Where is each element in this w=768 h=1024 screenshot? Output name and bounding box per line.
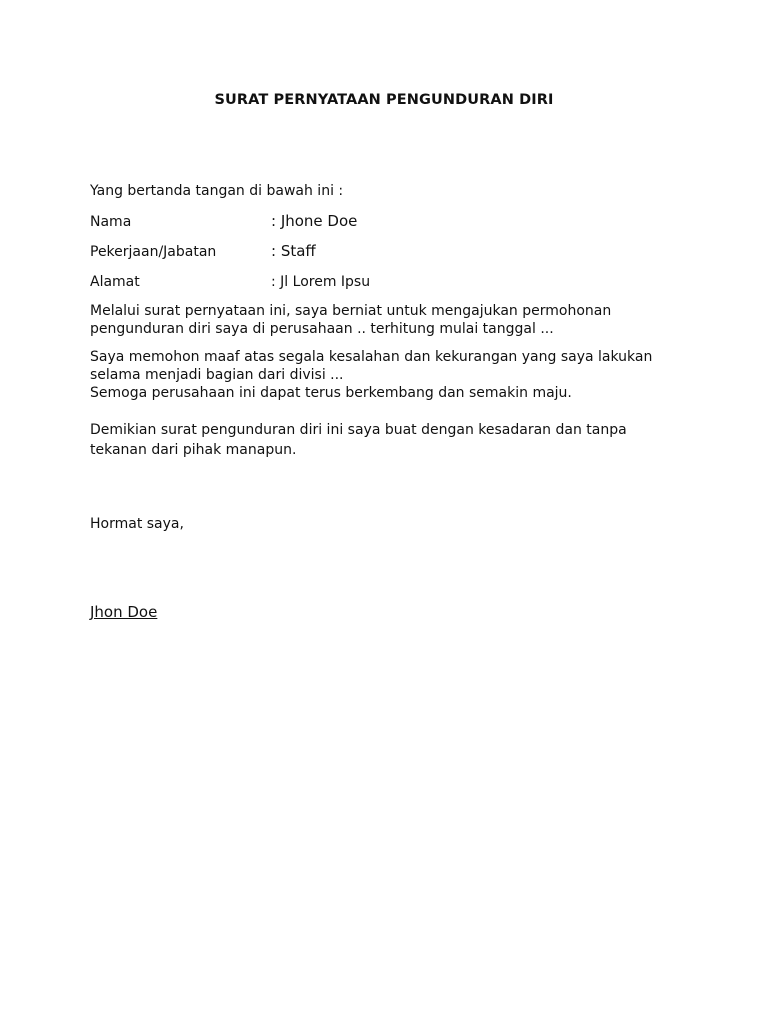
paragraph-3-line-2: tekanan dari pihak manapun.: [90, 442, 297, 458]
paragraph-2-line-1: Saya memohon maaf atas segala kesalahan dan kekurangan yang saya lakukan: [90, 349, 653, 365]
paragraph-3-line-1: Demikian surat pengunduran diri ini saya buat dengan kesadaran dan tanpa: [90, 422, 627, 438]
paragraph-1-line-1: Melalui surat pernyataan ini, saya berniat untuk mengajukan permohonan: [90, 303, 612, 319]
field-value-nama: : Jhone Doe: [271, 212, 358, 230]
field-label-nama: Nama: [90, 214, 132, 230]
paragraph-2-line-2: selama menjadi bagian dari divisi ...: [90, 367, 344, 383]
closing-text: Hormat saya,: [90, 516, 184, 532]
field-label-pekerjaan: Pekerjaan/Jabatan: [90, 244, 217, 260]
field-value-pekerjaan: : Staff: [271, 242, 316, 260]
field-value-alamat: : Jl Lorem Ipsu: [271, 274, 371, 290]
paragraph-1-line-2: pengunduran diri saya di perusahaan .. terhitung mulai tanggal ...: [90, 321, 554, 337]
document-title: SURAT PERNYATAAN PENGUNDURAN DIRI: [214, 92, 554, 108]
paragraph-2-line-3: Semoga perusahaan ini dapat terus berkembang dan semakin maju.: [90, 385, 572, 401]
field-label-alamat: Alamat: [90, 274, 140, 290]
signature-name: Jhon Doe: [90, 603, 158, 621]
intro-text: Yang bertanda tangan di bawah ini :: [90, 183, 344, 199]
